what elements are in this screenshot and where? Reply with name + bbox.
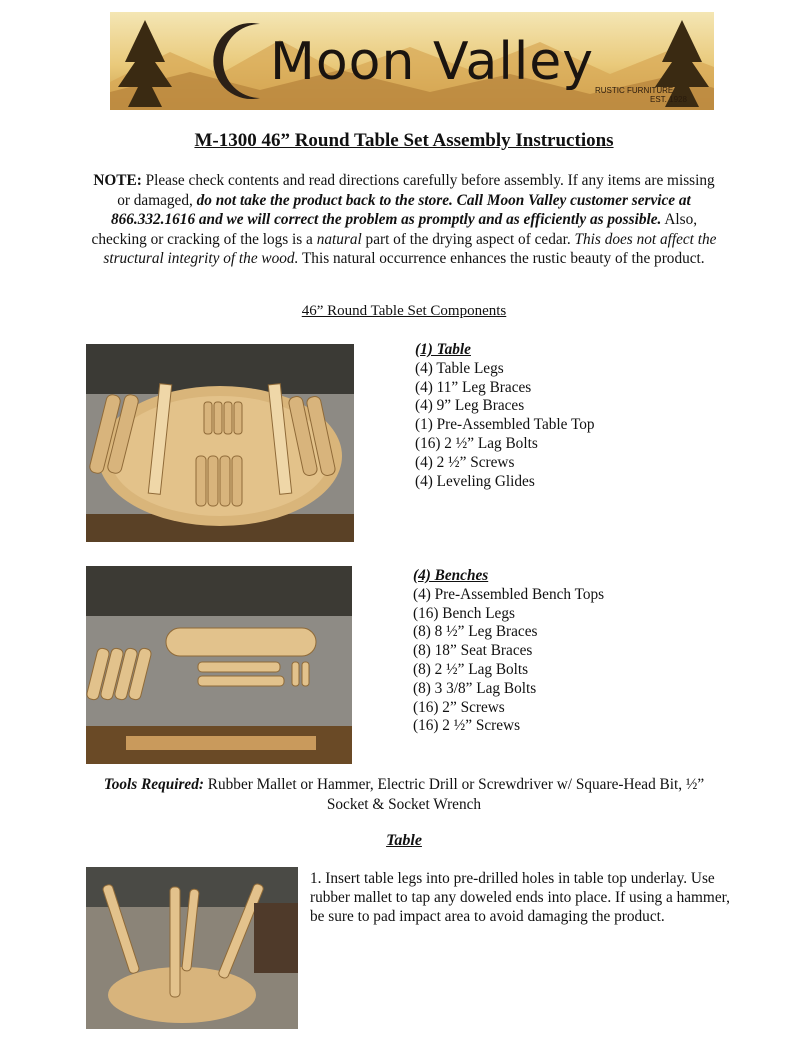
- bench-components-heading: (4) Benches: [413, 567, 489, 584]
- bench-components-photo: [86, 566, 352, 764]
- brand-subtitle: RUSTIC FURNITURE: [595, 86, 674, 95]
- list-item: (16) 2 ½” Lag Bolts: [415, 434, 538, 452]
- list-item: (8) 2 ½” Lag Bolts: [413, 660, 529, 678]
- note-emphasis-2: natural: [316, 230, 362, 248]
- moon-valley-logo-banner: [110, 12, 714, 110]
- list-item: (1) Pre-Assembled Table Top: [415, 416, 595, 434]
- list-item: (4) 2 ½” Screws: [415, 453, 515, 471]
- list-item: (4) Pre-Assembled Bench Tops: [413, 585, 605, 603]
- list-item: (4) 9” Leg Braces: [415, 397, 525, 415]
- tools-required: [86, 775, 722, 814]
- note-text-4: This natural occurrence enhances the rustic beauty of the product.: [298, 250, 705, 267]
- table-components-photo: [86, 344, 354, 542]
- assembly-note: [86, 171, 722, 269]
- note-text-1: Please check contents and read directions carefully before assembly. If any items are missing or damaged,: [117, 172, 715, 209]
- brand-established: EST. 1928: [650, 95, 687, 104]
- brand-name: Moon Valley: [270, 32, 595, 92]
- note-emphasis-1: do not take the product back to the store. Call Moon Valley customer service at 866.332.1616 and we will correct the problem as promptly and as efficiently as possible.: [110, 191, 691, 228]
- tools-text: Rubber Mallet or Hammer, Electric Drill or Screwdriver w/ Square-Head Bit, ½” Socket & Socket Wrench: [203, 776, 705, 813]
- note-text-2: Also, checking or cracking of the logs is a: [91, 211, 698, 248]
- table-components-list: [415, 341, 595, 491]
- list-item: (16) 2 ½” Screws: [413, 717, 521, 735]
- bench-components-list: [413, 567, 604, 736]
- step1-photo: [86, 867, 298, 1029]
- note-text-3: part of the drying aspect of cedar.: [361, 230, 575, 248]
- list-item: (8) 18” Seat Braces: [413, 642, 533, 660]
- table-components-heading: (1) Table: [415, 341, 471, 358]
- list-item: (8) 3 3/8” Lag Bolts: [413, 679, 537, 697]
- note-emphasis-3: This does not affect the structural integrity of the wood.: [103, 230, 717, 267]
- components-heading: 46” Round Table Set Components: [301, 303, 507, 319]
- note-label: NOTE:: [93, 172, 142, 189]
- tools-label: Tools Required:: [103, 776, 204, 793]
- list-item: (8) 8 ½” Leg Braces: [413, 623, 538, 641]
- list-item: (4) Table Legs: [415, 359, 504, 377]
- page-title: M-1300 46” Round Table Set Assembly Instructions: [194, 130, 614, 151]
- step-1-instruction: 1. Insert table legs into pre-drilled holes in table top underlay. Use rubber mallet to tap any doweled ends into place. If using a hammer, be sure to pad impact area to avoid damaging the product.: [310, 870, 730, 925]
- list-item: (4) Leveling Glides: [415, 472, 535, 490]
- list-item: (4) 11” Leg Braces: [415, 378, 532, 396]
- section-heading-table: Table: [386, 832, 422, 849]
- list-item: (16) Bench Legs: [413, 604, 515, 622]
- list-item: (16) 2” Screws: [413, 698, 505, 716]
